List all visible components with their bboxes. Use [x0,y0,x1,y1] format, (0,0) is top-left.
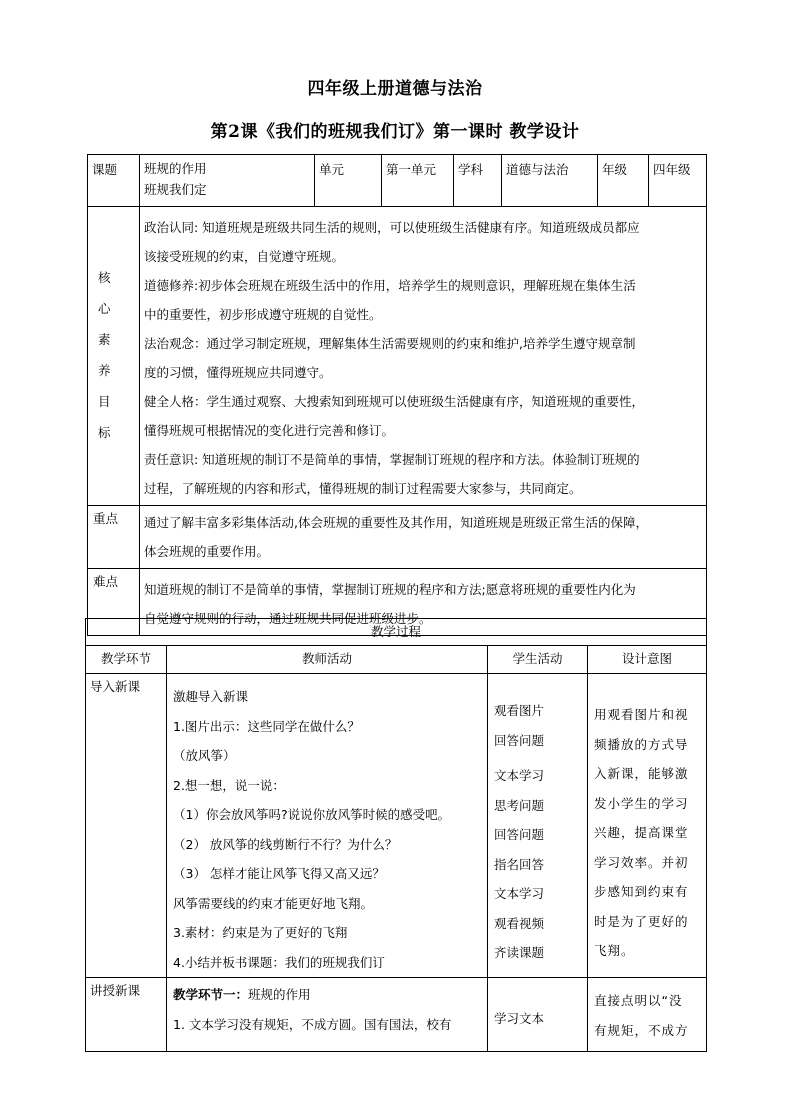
header-stage: 教学环节 [86,646,167,674]
teacher-line: （1）你会放风筝吗?说说你放风筝时候的感受吧。 [173,807,451,822]
topic-label: 课题 [88,155,140,207]
political-identity-2: 该接受班规的约束，自觉遵守班规。 [144,249,345,264]
lesson-info-table [87,154,707,636]
unit-value: 第一单元 [382,155,454,207]
student-line: 回答问题 [494,732,545,748]
key-point-content [140,506,707,569]
core-label-2: 素养 [98,332,123,378]
design-line: 直接点明以“没 [594,993,683,1008]
political-identity-1: 政治认同: 知道班规是班级共同生活的规则，可以使班级生活健康有序。知道班级成员都应 [144,220,640,235]
rule-of-law-1: 法治观念：通过学习制定班规，理解集体生活需要规则的约束和维护,培养学生遵守规章制 [144,336,636,351]
design-line: 发小学生的学习 [594,795,689,811]
student-line: 观看图片 [494,703,545,718]
info-row [88,155,707,207]
design-line: 有规矩，不成方 [594,1022,689,1038]
design-line: 兴趣，提高课堂 [594,825,689,840]
teacher-line: 2.想一想，说一说： [173,777,285,793]
grade-label: 年级 [598,155,649,207]
intro-design [588,674,707,978]
core-literacy-row [88,207,707,506]
topic-value [140,155,315,207]
teaching-process-table [85,618,707,1052]
student-line: 思考问题 [494,797,545,813]
moral-cultivation-2: 中的重要性，初步形成遵守班规的自觉性。 [144,307,382,322]
teacher-heading: 教学环节一： [173,987,249,1002]
new-lesson-stage: 讲授新课 [86,978,167,1052]
new-lesson-student [488,978,588,1052]
teacher-line: 4.小结并板书课题：我们的班规我们订 [173,954,385,970]
unit-label: 单元 [315,155,382,207]
student-line: 观看视频 [494,915,545,931]
teacher-line: 风筝需要线的约束才能更好地飞翔。 [173,895,374,911]
grade-value: 四年级 [649,155,707,207]
teacher-heading-rest: 班规的作用 [248,987,311,1002]
header-design: 设计意图 [588,646,707,674]
student-line: 齐读课题 [494,945,545,960]
process-title: 教学过程 [86,619,707,646]
teacher-line: （放风筝） [173,748,236,763]
responsibility-1: 责任意识: 知道班规的制订不是简单的事情，掌握制订班规的程序和方法。体验制订班规的 [144,452,640,467]
teacher-line: 3.素材：约束是为了更好的飞翔 [173,925,348,940]
intro-row [86,674,707,978]
design-line: 频播放的方式导 [594,736,689,752]
difficulty-line2: 自觉遵守规则的行动，通过班规共同促进班级进步。 [144,611,432,626]
design-line: 飞翔。 [594,943,635,958]
topic-value-line1: 班规的作用 [144,161,207,176]
design-line: 时是为了更好的 [594,913,689,929]
difficulty-label: 难点 [88,569,140,636]
design-line: 学习效率。并初 [594,854,689,870]
teacher-line: 1.图片出示：这些同学在做什么？ [173,718,360,734]
core-label-1: 核心 [98,270,123,316]
key-point-label: 重点 [88,506,140,569]
core-literacy-label [88,207,140,506]
process-header-row [86,646,707,674]
topic-value-line2: 班规我们定 [144,182,207,197]
header-student: 学生活动 [488,646,588,674]
rule-of-law-2: 度的习惯，懂得班规应共同遵守。 [144,365,332,380]
subject-label: 学科 [454,155,502,207]
header-teacher: 教师活动 [167,646,488,674]
teacher-line: 1. 文本学习没有规矩，不成方圆。国有国法，校有 [173,1016,452,1032]
student-line: 回答问题 [494,827,545,842]
student-line: 学习文本 [494,1011,545,1026]
student-line: 文本学习 [494,768,545,783]
document-title: 四年级上册道德与法治 [307,79,483,99]
lesson-title: 第2课《我们的班规我们订》第一课时 教学设计 [210,122,580,142]
process-title-row [86,619,707,646]
design-line: 用观看图片和视 [594,707,689,722]
student-line: 指名回答 [494,856,545,872]
sound-personality-1: 健全人格：学生通过观察、大搜索知到班规可以使班级生活健康有序，知道班规的重要性， [144,394,645,409]
design-line: 入新课，能够激 [594,766,689,781]
key-point-row [88,506,707,569]
intro-student [488,674,588,978]
teacher-line: （3） 怎样才能让风筝飞得又高又远？ [173,866,385,881]
key-point-line1: 通过了解丰富多彩集体活动,体会班规的重要性及其作用，知道班规是班级正常生活的保障， [144,515,648,530]
new-lesson-row [86,978,707,1052]
sound-personality-2: 懂得班规可根据情况的变化进行完善和修订。 [144,423,395,438]
intro-stage: 导入新课 [86,674,167,978]
teacher-line: （2） 放风筝的线剪断行不行？为什么？ [173,836,398,852]
core-literacy-content [140,207,707,506]
new-lesson-design [588,978,707,1052]
moral-cultivation-1: 道德修养:初步体会班规在班级生活中的作用，培养学生的规则意识，理解班规在集体生活 [144,278,636,293]
core-label-3: 目标 [98,394,123,440]
teacher-line: 激趣导入新课 [173,689,249,704]
key-point-line2: 体会班规的重要作用。 [144,544,270,559]
responsibility-2: 过程，了解班规的内容和形式，懂得班规的制订过程需要大家参与，共同商定。 [144,481,582,496]
teacher-heading-line [173,980,483,1010]
intro-teacher [167,674,488,978]
student-line: 文本学习 [494,886,545,901]
design-line: 步感知到约束有 [594,884,689,899]
subject-value: 道德与法治 [502,155,598,207]
difficulty-line1: 知道班规的制订不是简单的事情，掌握制订班规的程序和方法;愿意将班规的重要性内化为 [144,582,636,597]
new-lesson-teacher [167,978,488,1052]
